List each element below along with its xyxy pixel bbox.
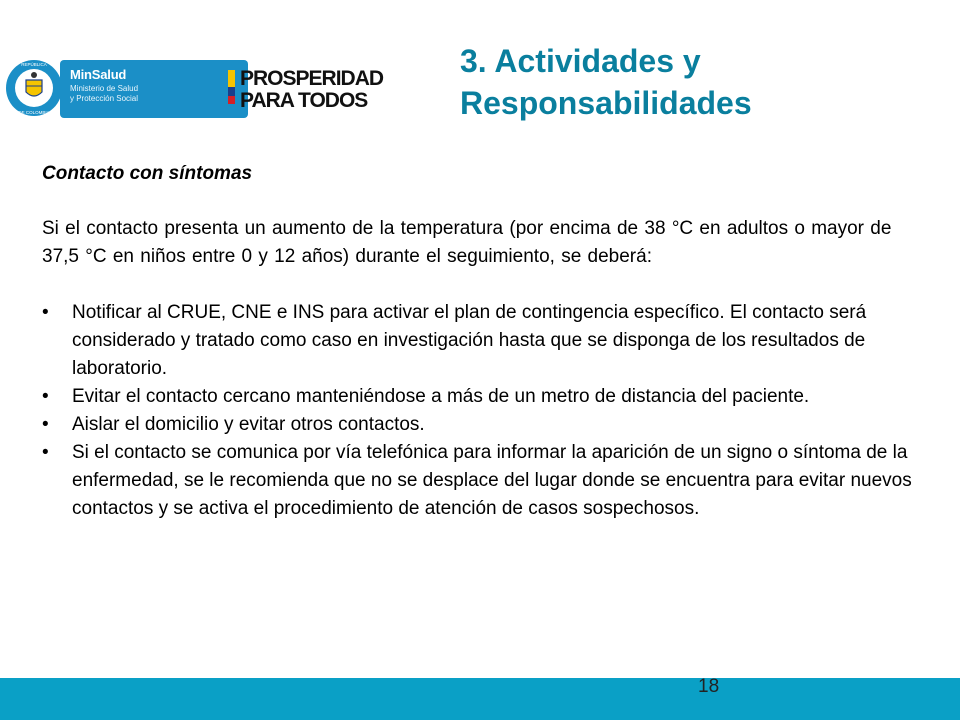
- slide-title-line2: Responsabilidades: [460, 85, 752, 121]
- prosperidad-logo: [228, 64, 403, 114]
- prosperidad-line1: PROSPERIDAD: [240, 67, 384, 90]
- list-item: [42, 383, 922, 411]
- list-item: [42, 439, 922, 523]
- list-item-text: Evitar el contacto cercano manteniéndose a más de un metro de distancia del paciente.: [72, 386, 810, 407]
- minsalud-logo-title: MinSalud: [70, 67, 127, 82]
- minsalud-logo: [60, 60, 248, 118]
- colombia-flag-icon: [228, 70, 235, 104]
- bullet-icon: •: [42, 302, 49, 323]
- minsalud-subtitle-line1: Ministerio de Salud: [70, 84, 139, 93]
- colombia-seal-icon: [4, 58, 64, 118]
- slide-body: [42, 160, 922, 523]
- list-item: [42, 411, 922, 439]
- page-number: 18: [698, 676, 720, 697]
- slide-title-line1: 3. Actividades y: [460, 43, 701, 79]
- minsalud-logo-subtitle: [70, 84, 138, 104]
- prosperidad-line2: PARA TODOS: [240, 89, 368, 112]
- seal-top-text: REPÚBLICA: [21, 62, 47, 67]
- intro-paragraph: Si el contacto presenta un aumento de la temperatura (por encima de 38 °C en adultos o mayor de 37,5 °C en niños entre 0 y 12 años) durante el seguimiento, se deberá:: [42, 218, 892, 267]
- list-item-text: Si el contacto se comunica por vía telefónica para informar la aparición de un signo o síntoma de la enfermedad, se le recomienda que no se desplace del lugar donde se encuentra para evitar nuevos contactos y se activa el procedimiento de atención de casos sospechosos.: [72, 442, 912, 519]
- seal-bottom-text: DE COLOMBIA: [18, 110, 50, 115]
- bullet-icon: •: [42, 386, 49, 407]
- list-item-text: Notificar al CRUE, CNE e INS para activar el plan de contingencia específico. El contacto será considerado y tratado como caso en investigación hasta que se disponga de los resultados de laboratorio.: [72, 302, 867, 379]
- list-item: [42, 299, 922, 383]
- section-subheading: Contacto con síntomas: [42, 163, 253, 184]
- list-item-text: Aislar el domicilio y evitar otros contactos.: [72, 414, 425, 435]
- bullet-icon: •: [42, 442, 49, 463]
- header-logos: [0, 52, 420, 124]
- slide-title: [460, 40, 940, 124]
- bullet-icon: •: [42, 414, 49, 435]
- bullet-list: [42, 299, 922, 523]
- footer-bar: [0, 678, 960, 720]
- minsalud-subtitle-line2: y Protección Social: [70, 94, 139, 103]
